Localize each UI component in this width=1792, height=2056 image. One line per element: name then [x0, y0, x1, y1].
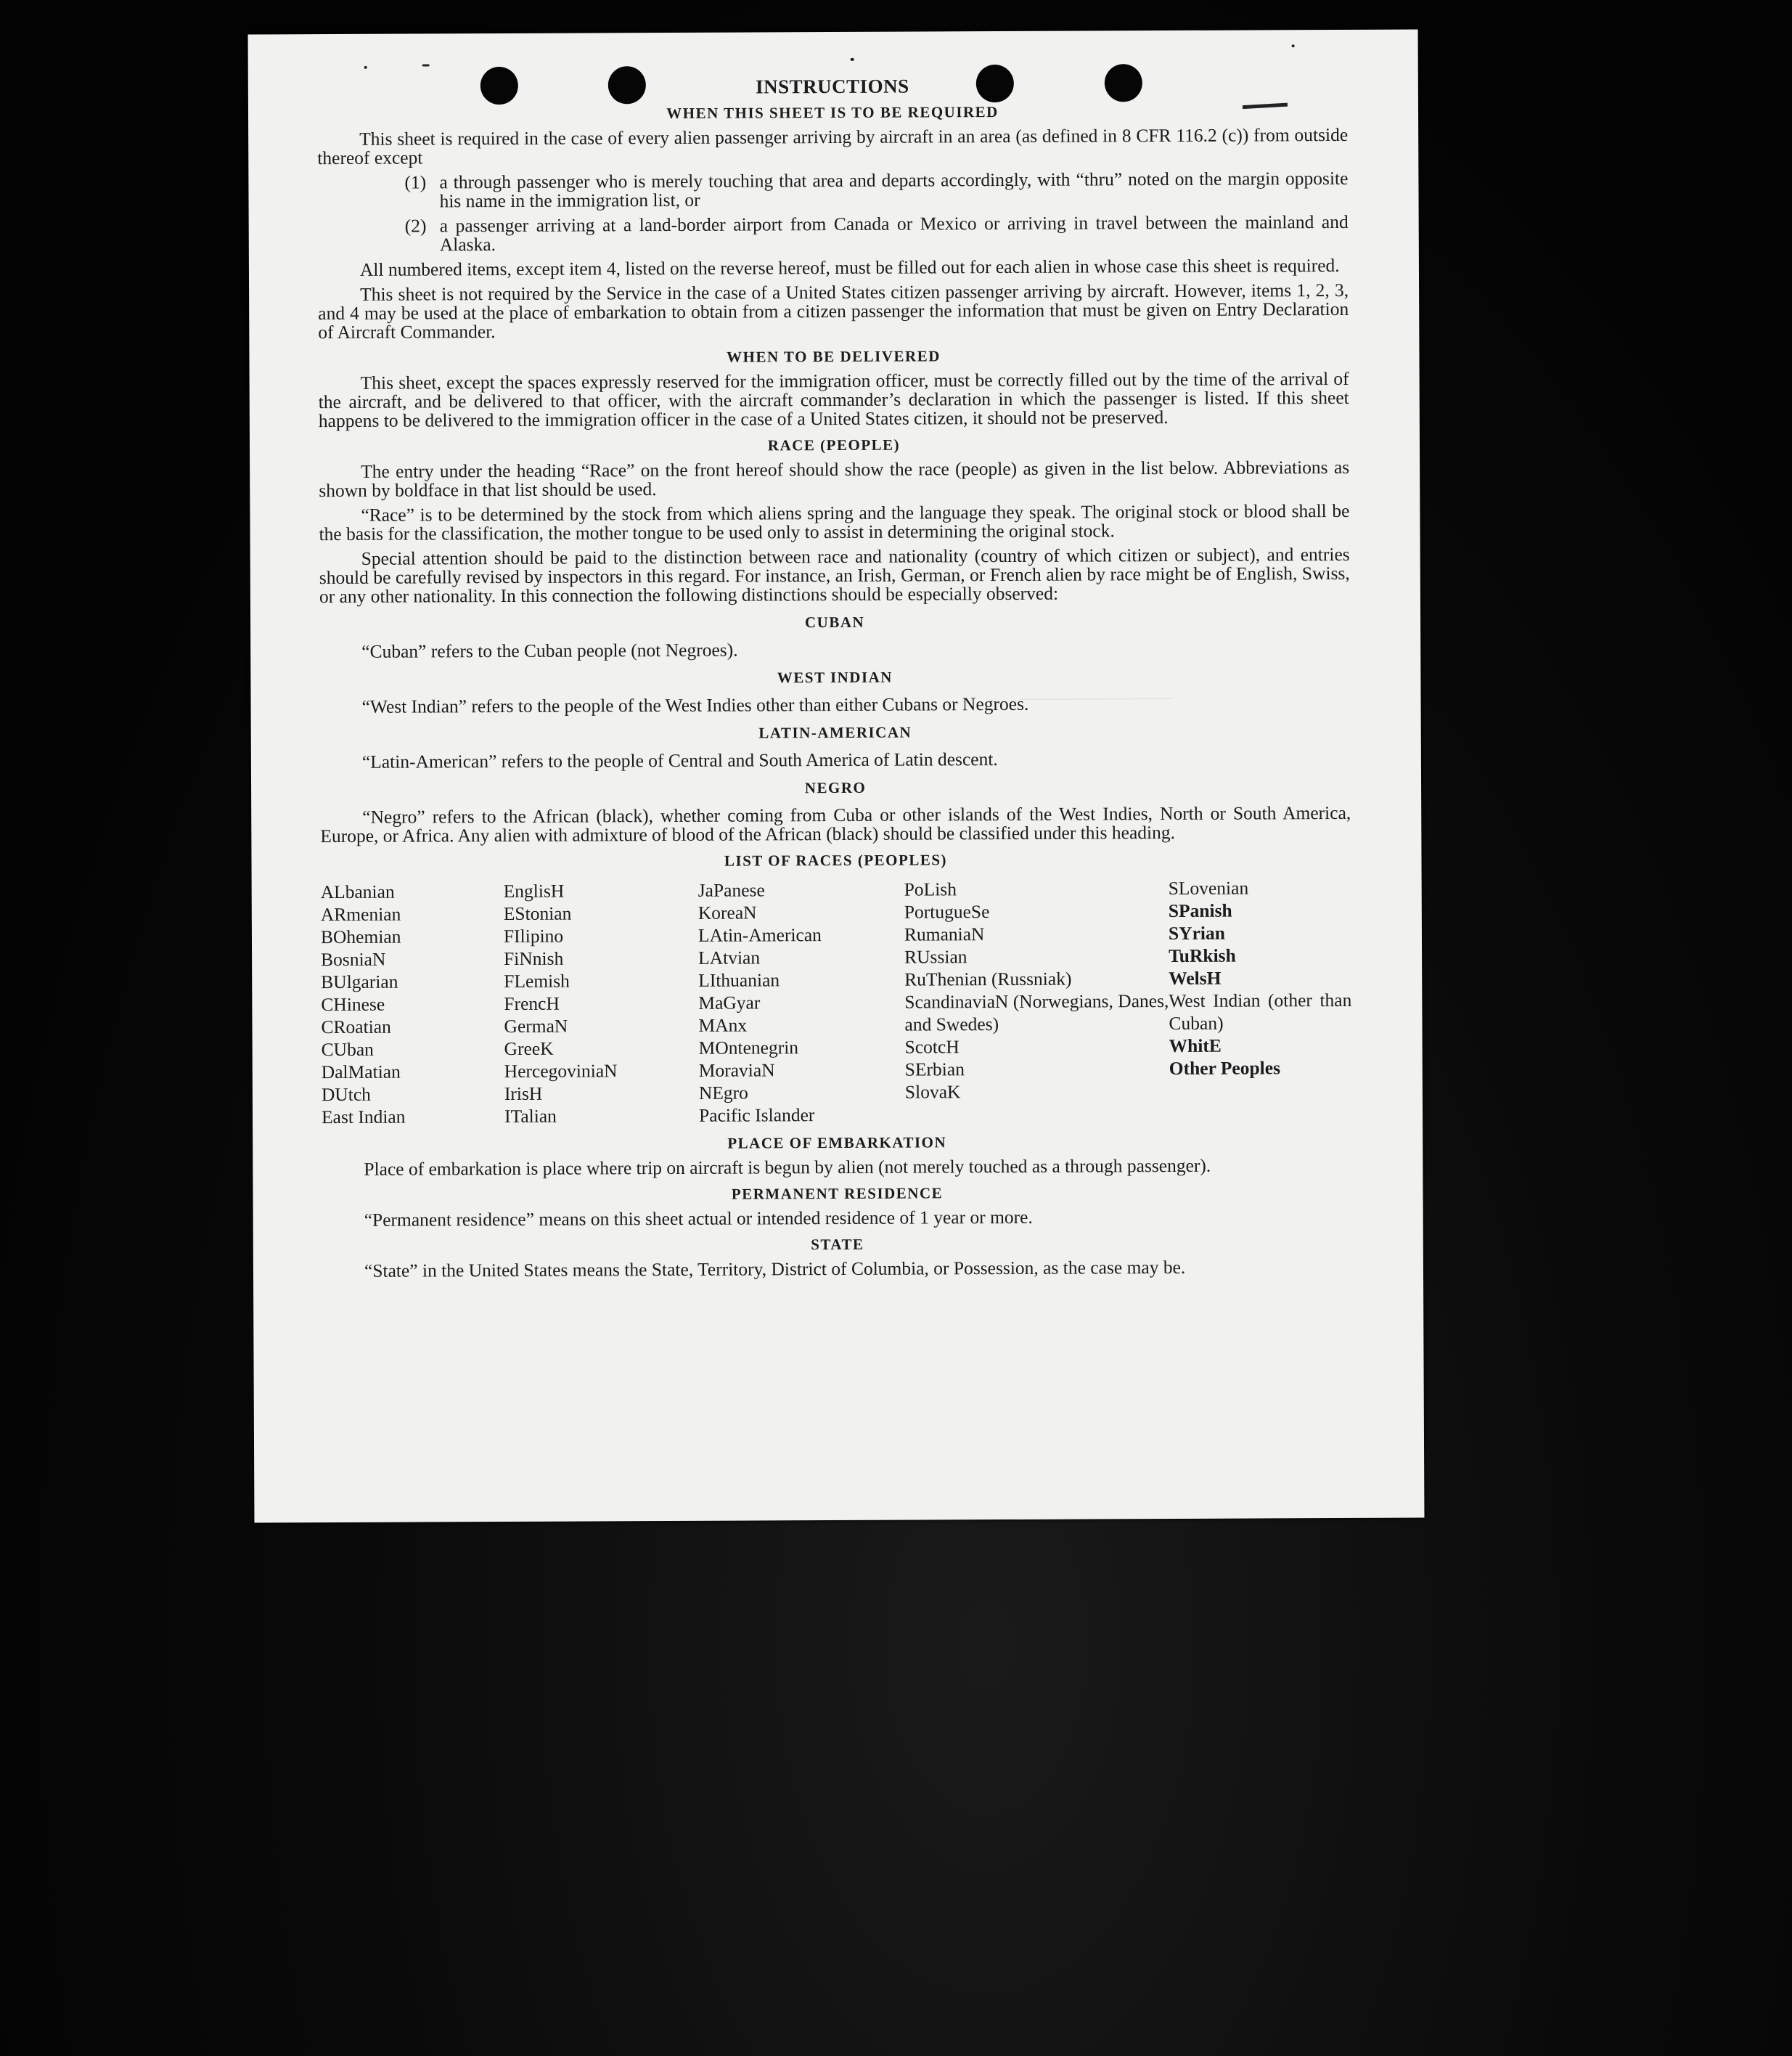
races-column — [504, 879, 699, 1127]
section-heading: WHEN THIS SHEET IS TO BE REQUIRED — [666, 103, 999, 123]
dust-speck — [1292, 44, 1295, 47]
race-entry: RuThenian (Russniak) — [904, 968, 1072, 990]
paragraph: “Negro” refers to the African (black), whether coming from Cuba or other islands of the West Indies, North or South America, Europe, or Africa. Any alien with admixture of blood of the African (black) should be classified under this heading. — [320, 801, 1351, 847]
race-entry: Pacific Islander — [698, 1104, 815, 1126]
race-entry: WhitE — [1169, 1035, 1222, 1057]
race-entry: MoraviaN — [698, 1059, 775, 1081]
section-heading: PERMANENT RESIDENCE — [731, 1184, 944, 1203]
item-number: (1) — [404, 171, 427, 193]
races-column — [698, 878, 905, 1127]
list-item — [405, 213, 1349, 255]
race-entry: FiNnish — [504, 947, 564, 970]
paragraph: “Race” is to be determined by the stock from which aliens spring and the language they speak. The original stock or blood shall be the basis for the classification, the mother tongue to be used only to assist in determining the original stock. — [319, 499, 1350, 545]
race-entry: MaGyar — [698, 992, 761, 1013]
race-entry: ITalian — [504, 1105, 557, 1127]
race-entry: SPanish — [1168, 900, 1232, 922]
race-entry: HercegoviniaN — [504, 1060, 618, 1082]
document-page — [248, 29, 1425, 1522]
section-heading: NEGRO — [804, 778, 867, 797]
section-heading: STATE — [811, 1235, 864, 1254]
section-heading: WEST INDIAN — [777, 668, 893, 687]
page-title: INSTRUCTIONS — [756, 75, 909, 98]
race-entry: SYrian — [1168, 922, 1225, 945]
race-entry: Other Peoples — [1169, 1057, 1281, 1080]
race-entry: SLovenian — [1168, 877, 1249, 900]
race-entry: PortugueSe — [904, 901, 990, 923]
race-entry: LAtin-American — [697, 924, 822, 946]
race-entry: SlovaK — [904, 1081, 961, 1103]
race-entry: ARmenian — [320, 903, 401, 926]
race-entry: FIlipino — [503, 925, 564, 947]
race-entry: West Indian (other than Cuban) — [1169, 989, 1352, 1035]
race-entry: WelsH — [1169, 967, 1222, 990]
race-entry: DalMatian — [321, 1061, 401, 1083]
item-text: a through passenger who is merely touching that area and departs accordingly, with “thru” noted on the margin opposite his name in the immigration list, or — [439, 167, 1349, 212]
list-item — [404, 169, 1348, 211]
race-entry: KoreaN — [697, 902, 757, 923]
race-entry: GermaN — [504, 1015, 568, 1037]
section-heading: LATIN-AMERICAN — [758, 723, 912, 742]
races-column — [904, 877, 1169, 1126]
race-entry: FrencH — [504, 992, 560, 1014]
paragraph: Place of embarkation is place where trip on aircraft is begun by alien (not merely touched as a through passenger). — [364, 1154, 1211, 1180]
race-entry: JaPanese — [697, 879, 765, 901]
race-entry: CUban — [321, 1038, 374, 1061]
dust-speck — [364, 66, 367, 69]
section-heading: LIST OF RACES (PEOPLES) — [724, 851, 948, 870]
races-column — [321, 880, 504, 1128]
section-heading: RACE (PEOPLE) — [767, 436, 901, 454]
paragraph: Special attention should be paid to the distinction between race and nationality (country of which citizen or subject), and entries should be carefully revised by inspectors in this regard. For instance, an Irish, German, or French alien by race might be of English, Swiss, or any other nationality. In this connection the following distinctions should be especially observed: — [319, 543, 1350, 608]
race-entry: ScotcH — [904, 1036, 960, 1058]
race-entry: RUssian — [904, 946, 967, 968]
race-entry: MAnx — [698, 1014, 748, 1036]
race-entry: GreeK — [504, 1037, 554, 1059]
instructions-content — [317, 75, 1353, 1286]
paragraph: “Permanent residence” means on this sheet actual or intended residence of 1 year or more. — [364, 1206, 1033, 1231]
race-entry: LAtvian — [698, 947, 761, 968]
item-text: a passenger arriving at a land-border airport from Canada or Mexico or arriving in travel between the mainland and Alaska. — [439, 211, 1349, 256]
race-entry: MOntenegrin — [698, 1037, 799, 1058]
race-entry: BosniaN — [321, 948, 386, 971]
race-entry: DUtch — [321, 1083, 371, 1106]
paragraph: This sheet, except the spaces expressly reserved for the immigration officer, must be correctly filled out by the time of the arrival of the aircraft, and be delivered to that officer, with the aircraft commander’s declaration in which the passenger is listed. If this sheet happens to be delivered to the immigration officer in the case of a United States citizen, it should not be preserved. — [318, 367, 1349, 432]
races-column — [1169, 876, 1352, 1125]
race-entry: IrisH — [504, 1082, 543, 1104]
race-entry: PoLish — [904, 878, 957, 900]
dust-speck — [851, 58, 854, 61]
race-entry: TuRkish — [1169, 945, 1236, 967]
race-entry: EStonian — [503, 902, 572, 925]
race-entry: FLemish — [504, 970, 570, 992]
races-list — [321, 876, 1352, 1128]
race-entry: NEgro — [698, 1082, 748, 1104]
race-entry: East Indian — [321, 1106, 406, 1128]
paragraph: “State” in the United States means the State, Territory, District of Columbia, or Possession, as the case may be. — [364, 1256, 1186, 1281]
race-entry: BOhemian — [320, 926, 401, 948]
race-entry: ALbanian — [320, 881, 395, 903]
race-entry: LIthuanian — [698, 969, 780, 991]
paragraph: “West Indian” refers to the people of the West Indies other than either Cubans or Negroes. — [361, 693, 1029, 717]
race-entry: SErbian — [904, 1058, 965, 1080]
paragraph: This sheet is not required by the Service in the case of a United States citizen passenger arriving by aircraft. However, items 1, 2, 3, and 4 may be used at the place of embarkation to obtain from a citizen passenger the information that must be given on Entry Declaration of Aircraft Commander. — [318, 279, 1349, 343]
race-entry: BUlgarian — [321, 971, 398, 993]
item-number: (2) — [404, 215, 427, 237]
section-heading: PLACE OF EMBARKATION — [727, 1133, 947, 1152]
paragraph: “Latin-American” refers to the people of Central and South America of Latin descent. — [361, 748, 998, 772]
race-entry: ScandinaviaN (Norwegians, Danes, and Swedes) — [904, 990, 1169, 1035]
race-entry: RumaniaN — [904, 923, 985, 945]
section-heading: CUBAN — [804, 613, 865, 632]
paragraph: The entry under the heading “Race” on the front hereof should show the race (people) as given in the list below. Abbreviations as shown by boldface in that list should be used. — [319, 456, 1350, 502]
paragraph: “Cuban” refers to the Cuban people (not Negroes). — [361, 639, 738, 662]
race-entry: CRoatian — [321, 1016, 391, 1038]
section-heading: WHEN TO BE DELIVERED — [727, 347, 941, 366]
dust-speck — [422, 64, 430, 66]
paragraph: All numbered items, except item 4, listed on the reverse hereof, must be filled out for each alien in whose case this sheet is required. — [359, 254, 1340, 280]
race-entry: EnglisH — [503, 880, 565, 902]
paragraph: This sheet is required in the case of every alien passenger arriving by aircraft in an area (as defined in 8 CFR 116.2 (c)) from outside thereof except — [317, 123, 1349, 169]
race-entry: CHinese — [321, 993, 385, 1016]
